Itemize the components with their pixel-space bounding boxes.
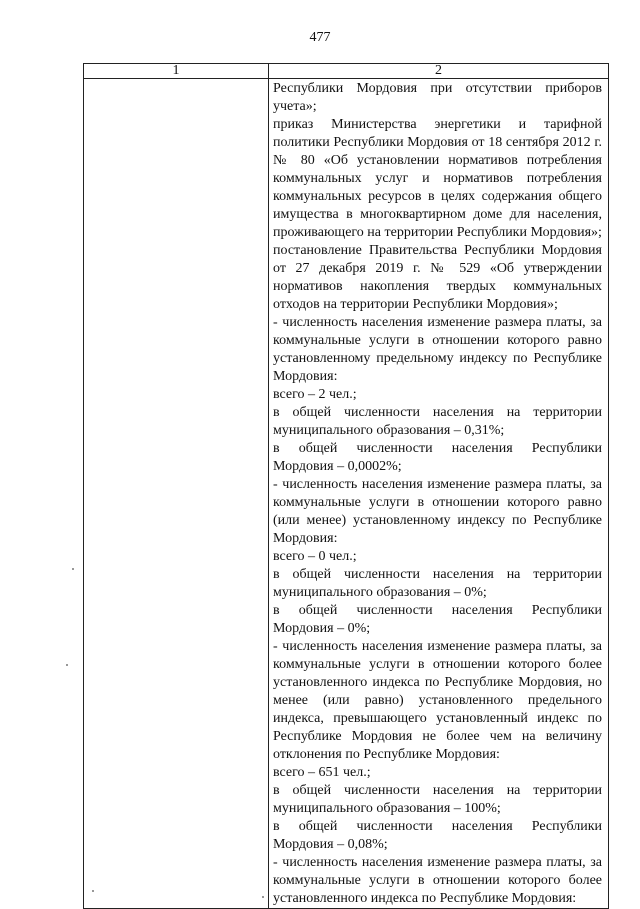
- paragraph: - численность населения изменение размера платы, за коммунальные услуги в отношении которого равно установленному предельному индексу по Республике Мордовия:: [273, 315, 602, 384]
- scan-speck: [262, 896, 264, 898]
- paragraph: всего – 2 чел.;: [273, 387, 357, 402]
- paragraph: в общей численности населения на территории муниципального образования – 0,31%;: [273, 405, 602, 438]
- paragraph: постановление Правительства Республики Мордовия от 27 декабря 2019 г. № 529 «Об утверждении нормативов накопления твердых коммунальных отходов на территории Республики Мордовия»;: [273, 243, 602, 312]
- scan-speck: [92, 890, 94, 892]
- paragraph: всего – 0 чел.;: [273, 549, 357, 564]
- paragraph: всего – 651 чел.;: [273, 765, 371, 780]
- paragraph: - численность населения изменение размера платы, за коммунальные услуги в отношении которого более установленного индекса по Республике Мордовия, но менее (или равно) установленного предельного индекса, превышающего установленный индекс по Республике Мордовия не более чем на величину отклонения по Республике Мордовия:: [273, 639, 602, 762]
- column-header-1: 1: [84, 64, 269, 79]
- paragraph: в общей численности населения Республики Мордовия – 0,0002%;: [273, 441, 602, 474]
- paragraph: - численность населения изменение размера платы, за коммунальные услуги в отношении которого более установленного индекса по Республике Мордовия:: [273, 855, 602, 906]
- paragraph: в общей численности населения на территории муниципального образования – 0%;: [273, 567, 602, 600]
- paragraph: - численность населения изменение размера платы, за коммунальные услуги в отношении которого равно (или менее) установленному индексу по Республике Мордовия:: [273, 477, 602, 546]
- table-body-row: [84, 79, 609, 909]
- page-number: 477: [309, 30, 331, 45]
- document-table: [83, 63, 609, 909]
- column-1-cell: [84, 79, 269, 909]
- paragraph: приказ Министерства энергетики и тарифной политики Республики Мордовия от 18 сентября 2012 г. № 80 «Об установлении нормативов потребления коммунальных услуг и нормативов потребления коммунальных ресурсов в целях содержания общего имущества в многоквартирном доме для населения, проживающего на территории Республики Мордовия»;: [273, 117, 602, 240]
- column-2-cell: [269, 79, 609, 909]
- paragraph: Республики Мордовия при отсутствии приборов учета»;: [273, 81, 602, 114]
- paragraph: в общей численности населения Республики Мордовия – 0,08%;: [273, 819, 602, 852]
- paragraph: в общей численности населения на территории муниципального образования – 100%;: [273, 783, 602, 816]
- column-header-2: 2: [269, 64, 609, 79]
- table-header-row: [84, 64, 609, 79]
- column-2-text: [269, 79, 608, 908]
- scan-speck: [66, 664, 68, 666]
- scan-speck: [72, 568, 74, 570]
- paragraph: в общей численности населения Республики Мордовия – 0%;: [273, 603, 602, 636]
